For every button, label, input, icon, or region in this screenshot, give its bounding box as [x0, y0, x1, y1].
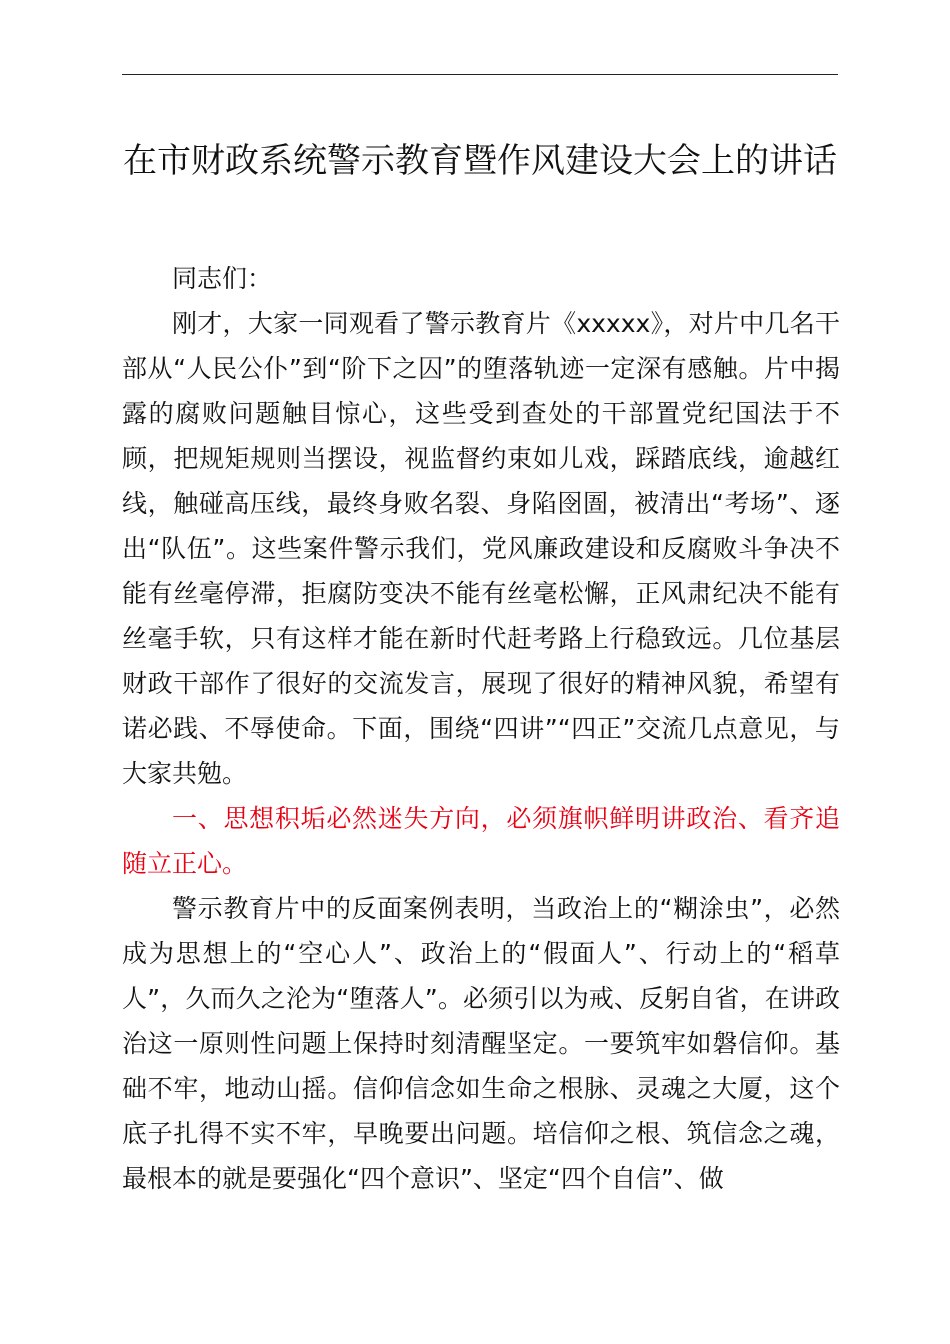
paragraph-intro: 刚才，大家一同观看了警示教育片《xxxxx》，对片中几名干部从“人民公仆”到“阶下之囚”的堕落轨迹一定深有感触。片中揭露的腐败问题触目惊心，这些受到查处的干部置党纪国法于不顾，把规矩规则当摆设，视监督约束如儿戏，踩踏底线，逾越红线，触碰高压线，最终身败名裂、身陷囹圄，被清出“考场”、逐出“队伍”。这些案件警示我们，党风廉政建设和反腐败斗争决不能有丝毫停滞，拒腐防变决不能有丝毫松懈，正风肃纪决不能有丝毫手软，只有这样才能在新时代赶考路上行稳致远。几位基层财政干部作了很好的交流发言，展现了很好的精神风貌，希望有诺必践、不辱使命。下面，围绕“四讲”“四正”交流几点意见，与大家共勉。: [122, 309, 840, 788]
section-heading: 一、思想积垢必然迷失方向，必须旗帜鲜明讲政治、看齐追随立正心。: [122, 804, 840, 878]
paragraph-section-1: 警示教育片中的反面案例表明，当政治上的“糊涂虫”，必然成为思想上的“空心人”、政治上的“假面人”、行动上的“稻草人”，久而久之沦为“堕落人”。必须引以为戒、反躬自省，在讲政治这一原则性问题上保持时刻清醒坚定。一要筑牢如磐信仰。基础不牢，地动山摇。信仰信念如生命之根脉、灵魂之大厦，这个底子扎得不实不牢，早晚要出问题。培信仰之根、筑信念之魂，最根本的就是要强化“四个意识”、坚定“四个自信”、做: [122, 894, 840, 1193]
salutation: 同志们：: [172, 264, 273, 293]
page-title: 在市财政系统警示教育暨作风建设大会上的讲话: [123, 141, 837, 181]
header-rule: [122, 74, 838, 75]
document-body: [122, 256, 840, 1201]
